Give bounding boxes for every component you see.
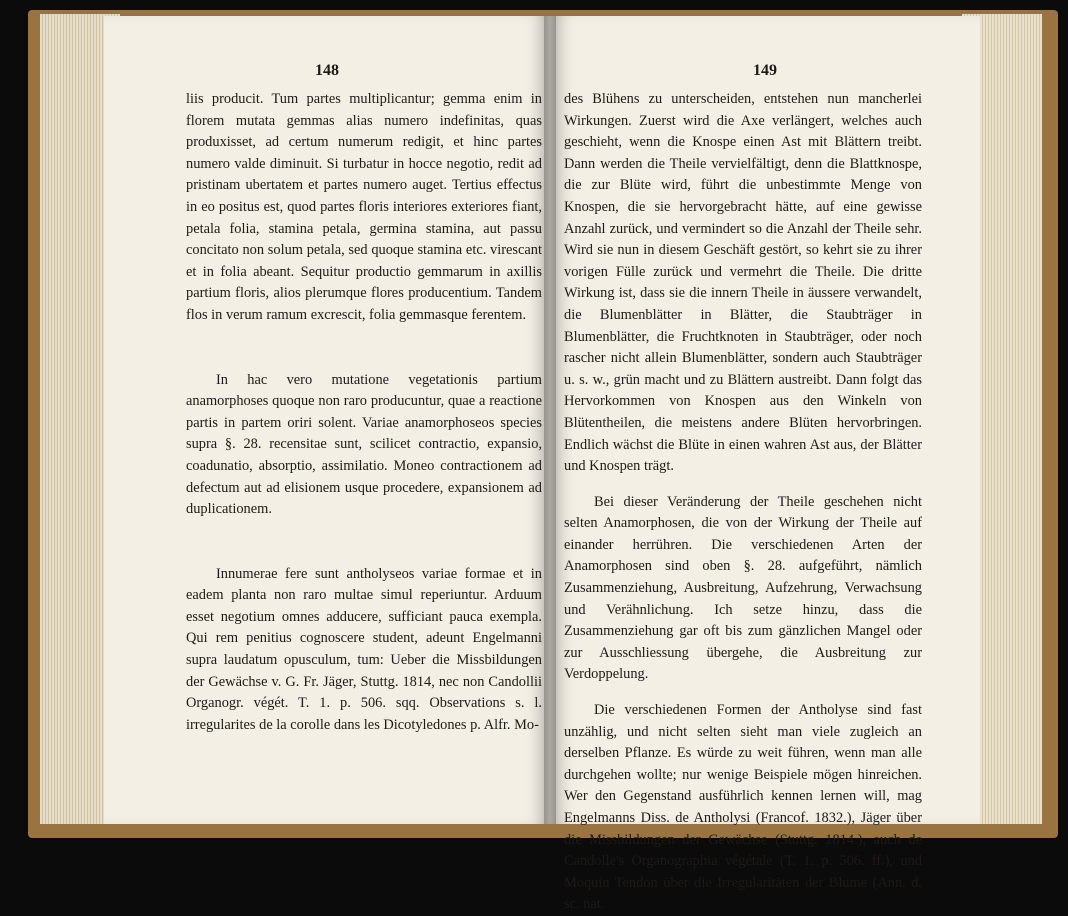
right-paragraph-2: Bei dieser Veränderung der Theile geschehen nicht selten Anamorphosen, die von der Wirkung der Theile auf einander herrühren. Die verschiedenen Arten der Anamorphosen sind oben §. 28. aufgeführt, nämlich Zusammenziehung, Ausbreitung, Aufzehrung, Verwachsung und Verähnlichung. Ich setze hinzu, dass die Zusammenziehung gar oft bis zum gänzlichen Mangel oder zur Ausschliessung übergehe, die Ausbreitung zur Verdoppelung.	[564, 493, 922, 683]
right-page-text	[564, 89, 922, 916]
left-page-number: 148	[315, 62, 339, 79]
right-page-number: 149	[753, 62, 777, 79]
right-paragraph-3: Die verschiedenen Formen der Antholyse sind fast unzählig, und nicht selten sieht man viele zugleich an derselben Pflanze. Es würde zu weit führen, wenn man alle durchgehen wollte; nur wenige Beispiele mögen hinreichen. Wer den Gegenstand ausführlich kennen lernen will, mag Engelmanns Diss. de Antholysi (Francof. 1832.), Jäger über die Missbildungen der Gewächse (Stuttg. 1814.), auch de Candolle's Organographia végétale (T. 1. p. 506. ff.), und Moquin Tendon über die Irregularitäten der Blume (Ann. d. sc. nat.	[564, 702, 922, 913]
right-paragraph-1: des Blühens zu unterscheiden, entstehen nun mancherlei Wirkungen. Zuerst wird die Axe verlängert, welches auch geschieht, wenn die Knospe einen Ast mit Blättern treibt. Dann werden die Theile vervielfältigt, denn die Blattknospe, die zur Blüte wird, führt die unbestimmte Menge von Knospen, die sie hervorgebracht hätte, auf eine gewisse Anzahl zurück, und vermindert so die Anzahl der Theile sehr. Wird sie nun in diesem Geschäft gestört, so kehrt sie zu ihrer vorigen Fülle zurück und vermehrt die Theile. Die dritte Wirkung ist, dass sie die innern Theile in äussere verwandelt, die Blumenblätter in Blätter, die Staubträger in Blumenblätter, die Fruchtknoten in Staubträger, oder noch rascher nicht allein Blumenblätter, sondern auch Staubträger u. s. w., grün macht und zu Blättern austreibt. Dann folgt das Hervorkommen von Knospen aus den Winkeln von Blütentheilen, die meistens andere Blüten hervorbringen. Endlich wächst die Blüte in einen wahren Ast aus, der Blätter und Knospen trägt.	[564, 91, 922, 475]
left-page	[104, 16, 550, 824]
left-page-text	[186, 89, 542, 736]
left-paragraph-1: liis producit. Tum partes multiplicantur; gemma enim in florem mutata gemmas alias numero indefinitas, quas produxisset, ad certum numerum redigit, et hinc partes numero valde diminuit. Si turbatur in hocce negotio, redit ad pristinam ubertatem et partes numero auget. Tertius effectus in eo positus est, quod partes floris interiores exteriores fiant, petala folia, stamina petala, germina stamina, aut passu concitato non solum petala, sed quoque stamina etc. virescant et in folia abeant. Sequitur productio gemmarum in axillis partium floris, alios plerumque flores producentium. Tandem flos in verum ramum excrescit, folia gemmasque ferentem.	[186, 91, 542, 323]
right-page	[550, 16, 980, 913]
book-gutter	[544, 16, 556, 824]
left-paragraph-3: Innumerae fere sunt antholyseos variae formae et in eadem planta non raro multae simul reperiuntur. Arduum esset negotium omnes adducere, sufficiant pauca exempla. Qui rem penitius cognoscere student, adeunt Engelmanni supra laudatum opusculum, tum: Ueber die Missbildungen der Gewächse v. G. Fr. Jäger, Stuttg. 1814, nec non Candollii Organogr. végét. T. 1. p. 506. sqq. Observations s. l. irregularites de la corolle dans les Dicotyledones p. Alfr. Mo-	[186, 565, 542, 733]
left-paragraph-2: In hac vero mutatione vegetationis partium anamorphoses quoque non raro producuntur, quae a reactione partis in partem oriri solent. Variae anamorphoseos species supra §. 28. recensitae sunt, scilicet contractio, expansio, coadunatio, absorptio, assimilatio. Moneo contractionem ad defectum aut ad elisionem usque procedere, expansionem ad duplicationem.	[186, 371, 542, 518]
